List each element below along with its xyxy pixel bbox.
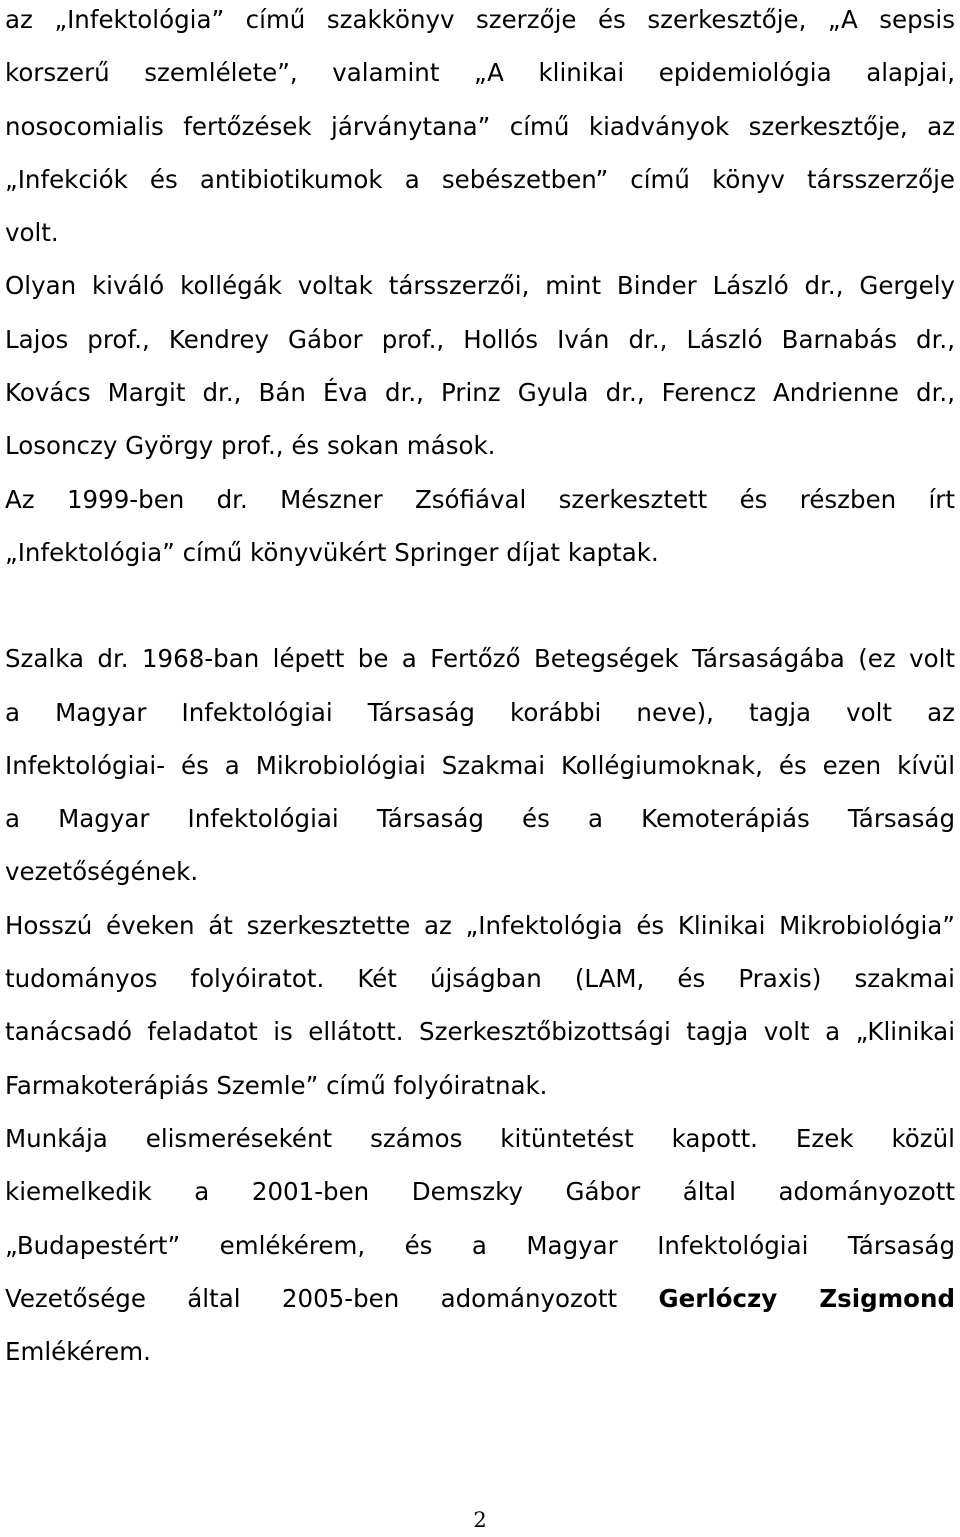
text-line: Szalka dr. 1968-ban lépett be a Fertőző Betegségek Társaságába (ez volt <box>5 644 955 674</box>
text-line: tudományos folyóiratot. Két újságban (LAM, és Praxis) szakmai <box>5 964 955 994</box>
text-line: Emlékérem. <box>5 1337 151 1367</box>
text-line: vezetőségének. <box>5 857 199 887</box>
text-line: Losonczy György prof., és sokan mások. <box>5 431 496 461</box>
text-line: „Budapestért” emlékérem, és a Magyar Infektológiai Társaság <box>5 1230 955 1260</box>
paragraph-gap <box>5 579 955 632</box>
text-line: korszerű szemlélete”, valamint „A klinikai epidemiológia alapjai, <box>5 58 955 88</box>
text-line: az „Infektológia” című szakkönyv szerzője és szerkesztője, „A sepsis <box>5 5 955 34</box>
text-line: Az 1999-ben dr. Mészner Zsófiával szerkesztett és részben írt <box>5 484 955 514</box>
text-line: Munkája elismeréseként számos kitüntetést kapott. Ezek közül <box>5 1123 955 1153</box>
text-line: a Magyar Infektológiai Társaság korábbi neve), tagja volt az <box>5 697 955 727</box>
page-number: 2 <box>473 1508 487 1532</box>
text-line: tanácsadó feladatot is ellátott. Szerkesztőbizottsági tagja volt a „Klinikai <box>5 1017 955 1047</box>
text-line: Hosszú éveken át szerkesztette az „Infektológia és Klinikai Mikrobiológia” <box>5 910 955 940</box>
text-line: „Infekciók és antibiotikumok a sebészetben” című könyv társszerzője <box>5 164 955 194</box>
text-line: volt. <box>5 218 59 248</box>
text-line: „Infektológia” című könyvükért Springer díjat kaptak. <box>5 537 659 567</box>
paragraph-awards <box>5 1112 955 1378</box>
text-line: kiemelkedik a 2001-ben Demszky Gábor által adományozott <box>5 1177 955 1207</box>
document-page <box>5 0 955 1378</box>
text-line: Farmakoterápiás Szemle” című folyóiratnak. <box>5 1070 548 1100</box>
text-line: Olyan kiváló kollégák voltak társszerzői, mint Binder László dr., Gergely <box>5 271 955 301</box>
text-line: Kovács Margit dr., Bán Éva dr., Prinz Gyula dr., Ferencz Andrienne dr., <box>5 378 955 408</box>
text-line: Infektológiai- és a Mikrobiológiai Szakmai Kollégiumoknak, és ezen kívül <box>5 750 955 780</box>
paragraph-editorial-work <box>5 899 955 1112</box>
text-line: nosocomialis fertőzések járványtana” című kiadványok szerkesztője, az <box>5 111 955 141</box>
award-name-bold: Gerlóczy Zsigmond <box>658 1283 955 1313</box>
text-line: a Magyar Infektológiai Társaság és a Kemoterápiás Társaság <box>5 804 955 834</box>
paragraph-books <box>5 0 955 259</box>
paragraph-society-membership <box>5 632 955 898</box>
paragraph-springer-award <box>5 473 955 580</box>
text-line <box>5 1272 955 1325</box>
award-prefix-text: Vezetősége által 2005-ben adományozott <box>5 1283 659 1313</box>
text-line: Lajos prof., Kendrey Gábor prof., Hollós Iván dr., László Barnabás dr., <box>5 324 955 354</box>
paragraph-coauthors <box>5 259 955 472</box>
